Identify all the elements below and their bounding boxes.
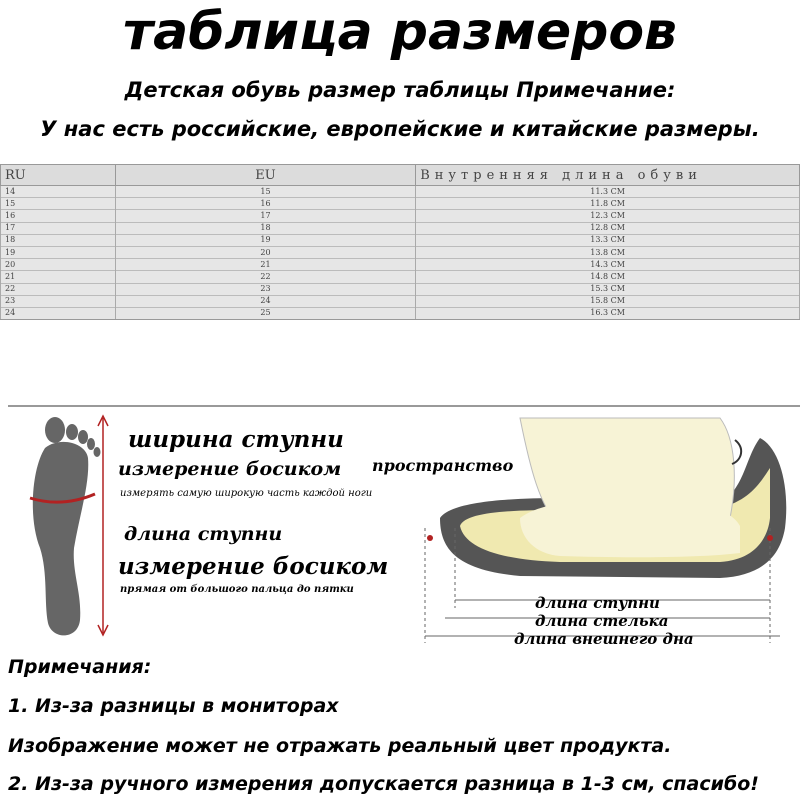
- cell-eu: 19: [115, 234, 415, 246]
- table-row: [1, 186, 800, 198]
- cell-inner-length: 15.8 CM: [416, 295, 800, 307]
- cell-eu: 25: [115, 307, 415, 319]
- section-divider: [8, 405, 800, 407]
- note-line-2: Изображение может не отражать реальный цвет продукта.: [8, 735, 672, 757]
- outsole-length-label: длина внешнего дна: [514, 630, 694, 648]
- cell-inner-length: 14.3 CM: [416, 259, 800, 271]
- cell-inner-length: 14.8 CM: [416, 271, 800, 283]
- subtitle-line-1: Детская обувь размер таблицы Примечание:: [124, 78, 676, 102]
- cell-ru: 19: [1, 246, 116, 258]
- cell-eu: 16: [115, 198, 415, 210]
- insole-length-label: длина стелька: [535, 612, 669, 630]
- size-table: [0, 164, 800, 320]
- cell-ru: 20: [1, 259, 116, 271]
- big-toe-to-heel-label: прямая от большого пальца до пятки: [120, 584, 354, 595]
- table-row: [1, 222, 800, 234]
- table-row: [1, 295, 800, 307]
- cell-ru: 17: [1, 222, 116, 234]
- cell-eu: 24: [115, 295, 415, 307]
- table-row: [1, 234, 800, 246]
- cell-eu: 17: [115, 210, 415, 222]
- cell-ru: 21: [1, 271, 116, 283]
- cell-inner-length: 15.3 CM: [416, 283, 800, 295]
- cell-inner-length: 11.8 CM: [416, 198, 800, 210]
- cell-ru: 22: [1, 283, 116, 295]
- measurement-diagram: [0, 408, 800, 658]
- table-row: [1, 307, 800, 319]
- header-eu: EU: [115, 165, 415, 186]
- cell-ru: 16: [1, 210, 116, 222]
- cell-inner-length: 12.3 CM: [416, 210, 800, 222]
- header-ru: RU: [1, 165, 116, 186]
- measure-barefoot-label-1: измерение босиком: [118, 458, 342, 480]
- cell-eu: 15: [115, 186, 415, 198]
- measurement-illustration: [0, 408, 800, 658]
- note-line-1: 1. Из-за разницы в мониторах: [8, 695, 339, 717]
- cell-ru: 24: [1, 307, 116, 319]
- cell-eu: 18: [115, 222, 415, 234]
- cell-eu: 21: [115, 259, 415, 271]
- page-title: таблица размеров: [123, 2, 677, 62]
- cell-eu: 20: [115, 246, 415, 258]
- measure-barefoot-label-2: измерение босиком: [118, 553, 389, 580]
- table-row: [1, 259, 800, 271]
- table-row: [1, 283, 800, 295]
- foot-width-label: ширина ступни: [128, 426, 344, 453]
- table-row: [1, 198, 800, 210]
- cell-inner-length: 11.3 CM: [416, 186, 800, 198]
- cell-ru: 18: [1, 234, 116, 246]
- header-inner-length: Внутренняя длина обуви: [416, 165, 800, 186]
- cell-inner-length: 12.8 CM: [416, 222, 800, 234]
- size-table-header-row: [1, 165, 800, 186]
- notes-heading: Примечания:: [8, 656, 152, 678]
- cell-inner-length: 16.3 CM: [416, 307, 800, 319]
- cell-eu: 22: [115, 271, 415, 283]
- shoe-icon: [440, 418, 786, 578]
- note-line-3: 2. Из-за ручного измерения допускается разница в 1-3 см, спасибо!: [8, 773, 759, 795]
- cell-inner-length: 13.3 CM: [416, 234, 800, 246]
- cell-ru: 15: [1, 198, 116, 210]
- cell-ru: 23: [1, 295, 116, 307]
- cell-ru: 14: [1, 186, 116, 198]
- table-row: [1, 210, 800, 222]
- space-label: пространство: [372, 456, 514, 475]
- table-row: [1, 271, 800, 283]
- foot-print-icon: [33, 417, 101, 635]
- cell-inner-length: 13.8 CM: [416, 246, 800, 258]
- foot-length-label: длина ступни: [124, 523, 283, 545]
- table-row: [1, 246, 800, 258]
- shoe-foot-length-label: длина ступни: [535, 594, 660, 612]
- cell-eu: 23: [115, 283, 415, 295]
- subtitle-line-2: У нас есть российские, европейские и китайские размеры.: [40, 117, 760, 141]
- measure-widest-label: измерять самую широкую часть каждой ноги: [120, 488, 373, 499]
